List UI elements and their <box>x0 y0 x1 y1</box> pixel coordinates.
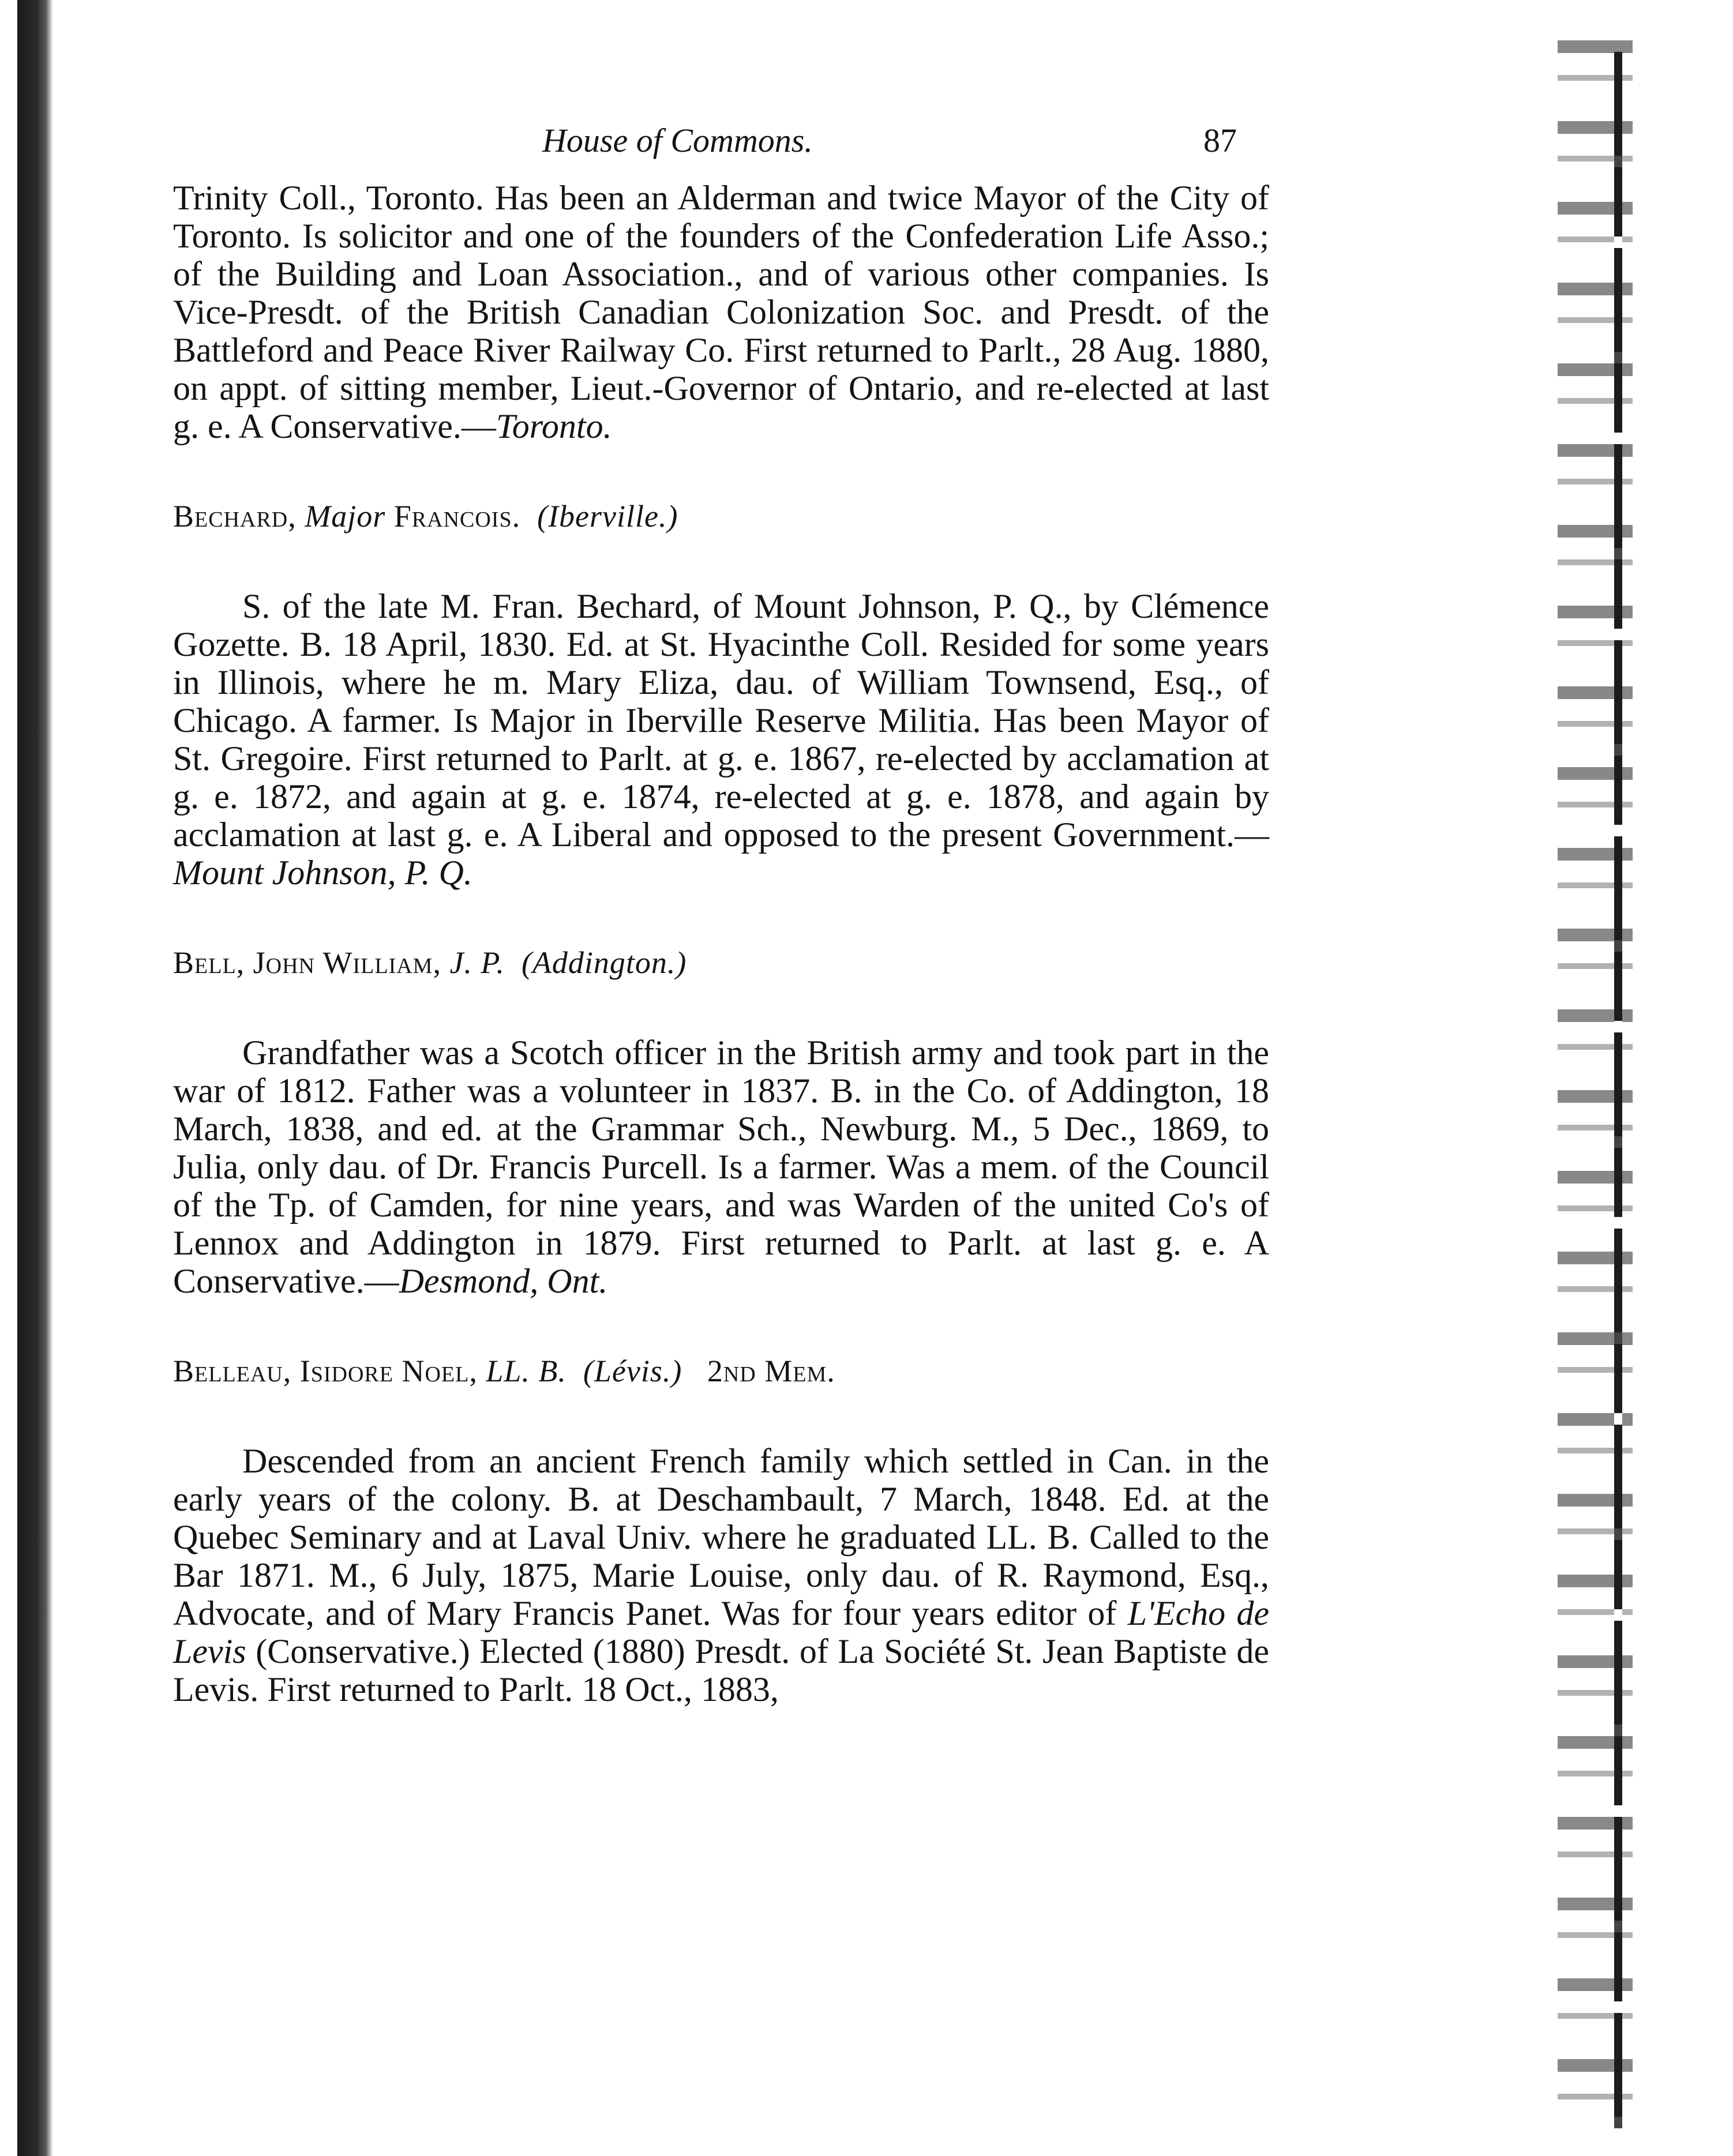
entry-heading-bell <box>173 945 1269 981</box>
entry-title: Major <box>305 499 386 534</box>
entry-residence: Mount Johnson, P. Q. <box>173 854 472 892</box>
entry-residence: Toronto. <box>496 407 612 445</box>
entry-constituency: (Iberville.) <box>537 499 678 534</box>
entry-residence: Desmond, Ont. <box>399 1262 608 1300</box>
running-head <box>173 121 1269 179</box>
entry-text-continued: (Conservative.) Elected (1880) Presdt. of La Société St. Jean Baptiste de Levis. First returned to Parlt. 18 Oct., 1883, <box>173 1632 1269 1708</box>
entry-heading-bechard <box>173 498 1269 534</box>
entry-text: Descended from an ancient French family which settled in Can. in the early years of the colony. B. at Deschambault, 7 March, 1848. Ed. at the Quebec Seminary and at Laval Univ. where he graduated LL. B. Called to the Bar 1871. M., 6 July, 1875, Marie Louise, only dau. of R. Raymond, Esq., Advocate, and of Mary Francis Panet. Was for four years editor of <box>173 1442 1269 1632</box>
entry-body-bechard <box>173 587 1269 892</box>
entry-body-bell <box>173 1034 1269 1300</box>
entry-title: J. P. <box>449 945 505 980</box>
entry-title: LL. B. <box>486 1354 567 1388</box>
running-head-title: House of Commons. <box>542 122 813 159</box>
entry-forename: Isidore Noel, <box>299 1354 478 1388</box>
entry-continuation <box>173 179 1269 445</box>
entry-text: Grandfather was a Scotch officer in the British army and took part in the war of 1812. Father was a volunteer in 1837. B. in the Co. of Addington, 18 March, 1838, and ed. at the Grammar Sch., Newburg. M., 5 Dec., 1869, to Julia, only dau. of Dr. Francis Purcell. Is a farmer. Was a mem. of the Council of the Tp. of Camden, for nine years, and was Warden of the united Co's of Lennox and Addington in 1879. First returned to Parlt. at last g. e. A Conservative.— <box>173 1034 1269 1300</box>
entry-publication: L'Echo de Levis <box>173 1594 1269 1670</box>
entry-constituency: (Addington.) <box>521 945 687 980</box>
book-page <box>173 121 1269 1708</box>
entry-text: Trinity Coll., Toronto. Has been an Alderman and twice Mayor of the City of Toronto. Is solicitor and one of the founders of the Confederation Life Asso.; of the Building and Loan Association., and of various other companies. Is Vice-Presdt. of the British Canadian Colonization Soc. and Presdt. of the Battleford and Peace River Railway Co. First returned to Parlt., 28 Aug. 1880, on appt. of sitting member, Lieut.-Governor of Ontario, and re-elected at last g. e. A Conservative.— <box>173 179 1269 445</box>
page-number: 87 <box>1203 122 1237 159</box>
entry-surname: Belleau, <box>173 1354 292 1388</box>
entry-body-belleau <box>173 1442 1269 1708</box>
entry-forename: John William, <box>253 945 441 980</box>
scan-right-bar <box>1614 52 1622 2128</box>
entry-heading-belleau <box>173 1353 1269 1389</box>
entry-constituency: (Lévis.) <box>583 1354 682 1388</box>
entry-surname: Bell, <box>173 945 245 980</box>
entry-text: S. of the late M. Fran. Bechard, of Mount Johnson, P. Q., by Clémence Gozette. B. 18 April, 1830. Ed. at St. Hyacinthe Coll. Resided for some years in Illinois, where he m. Mary Eliza, dau. of William Townsend, Esq., of Chicago. A farmer. Is Major in Iberville Reserve Militia. Has been Mayor of St. Gregoire. First returned to Parlt. at g. e. 1867, re-elected by acclamation at g. e. 1872, and again at g. e. 1874, re-elected at g. e. 1878, and again by acclamation at last g. e. A Liberal and opposed to the present Government.— <box>173 587 1269 854</box>
entry-surname: Bechard, <box>173 499 297 534</box>
scan-left-edge <box>17 0 53 2156</box>
entry-forename: Francois. <box>393 499 521 534</box>
entry-member: 2nd Mem. <box>707 1354 835 1388</box>
